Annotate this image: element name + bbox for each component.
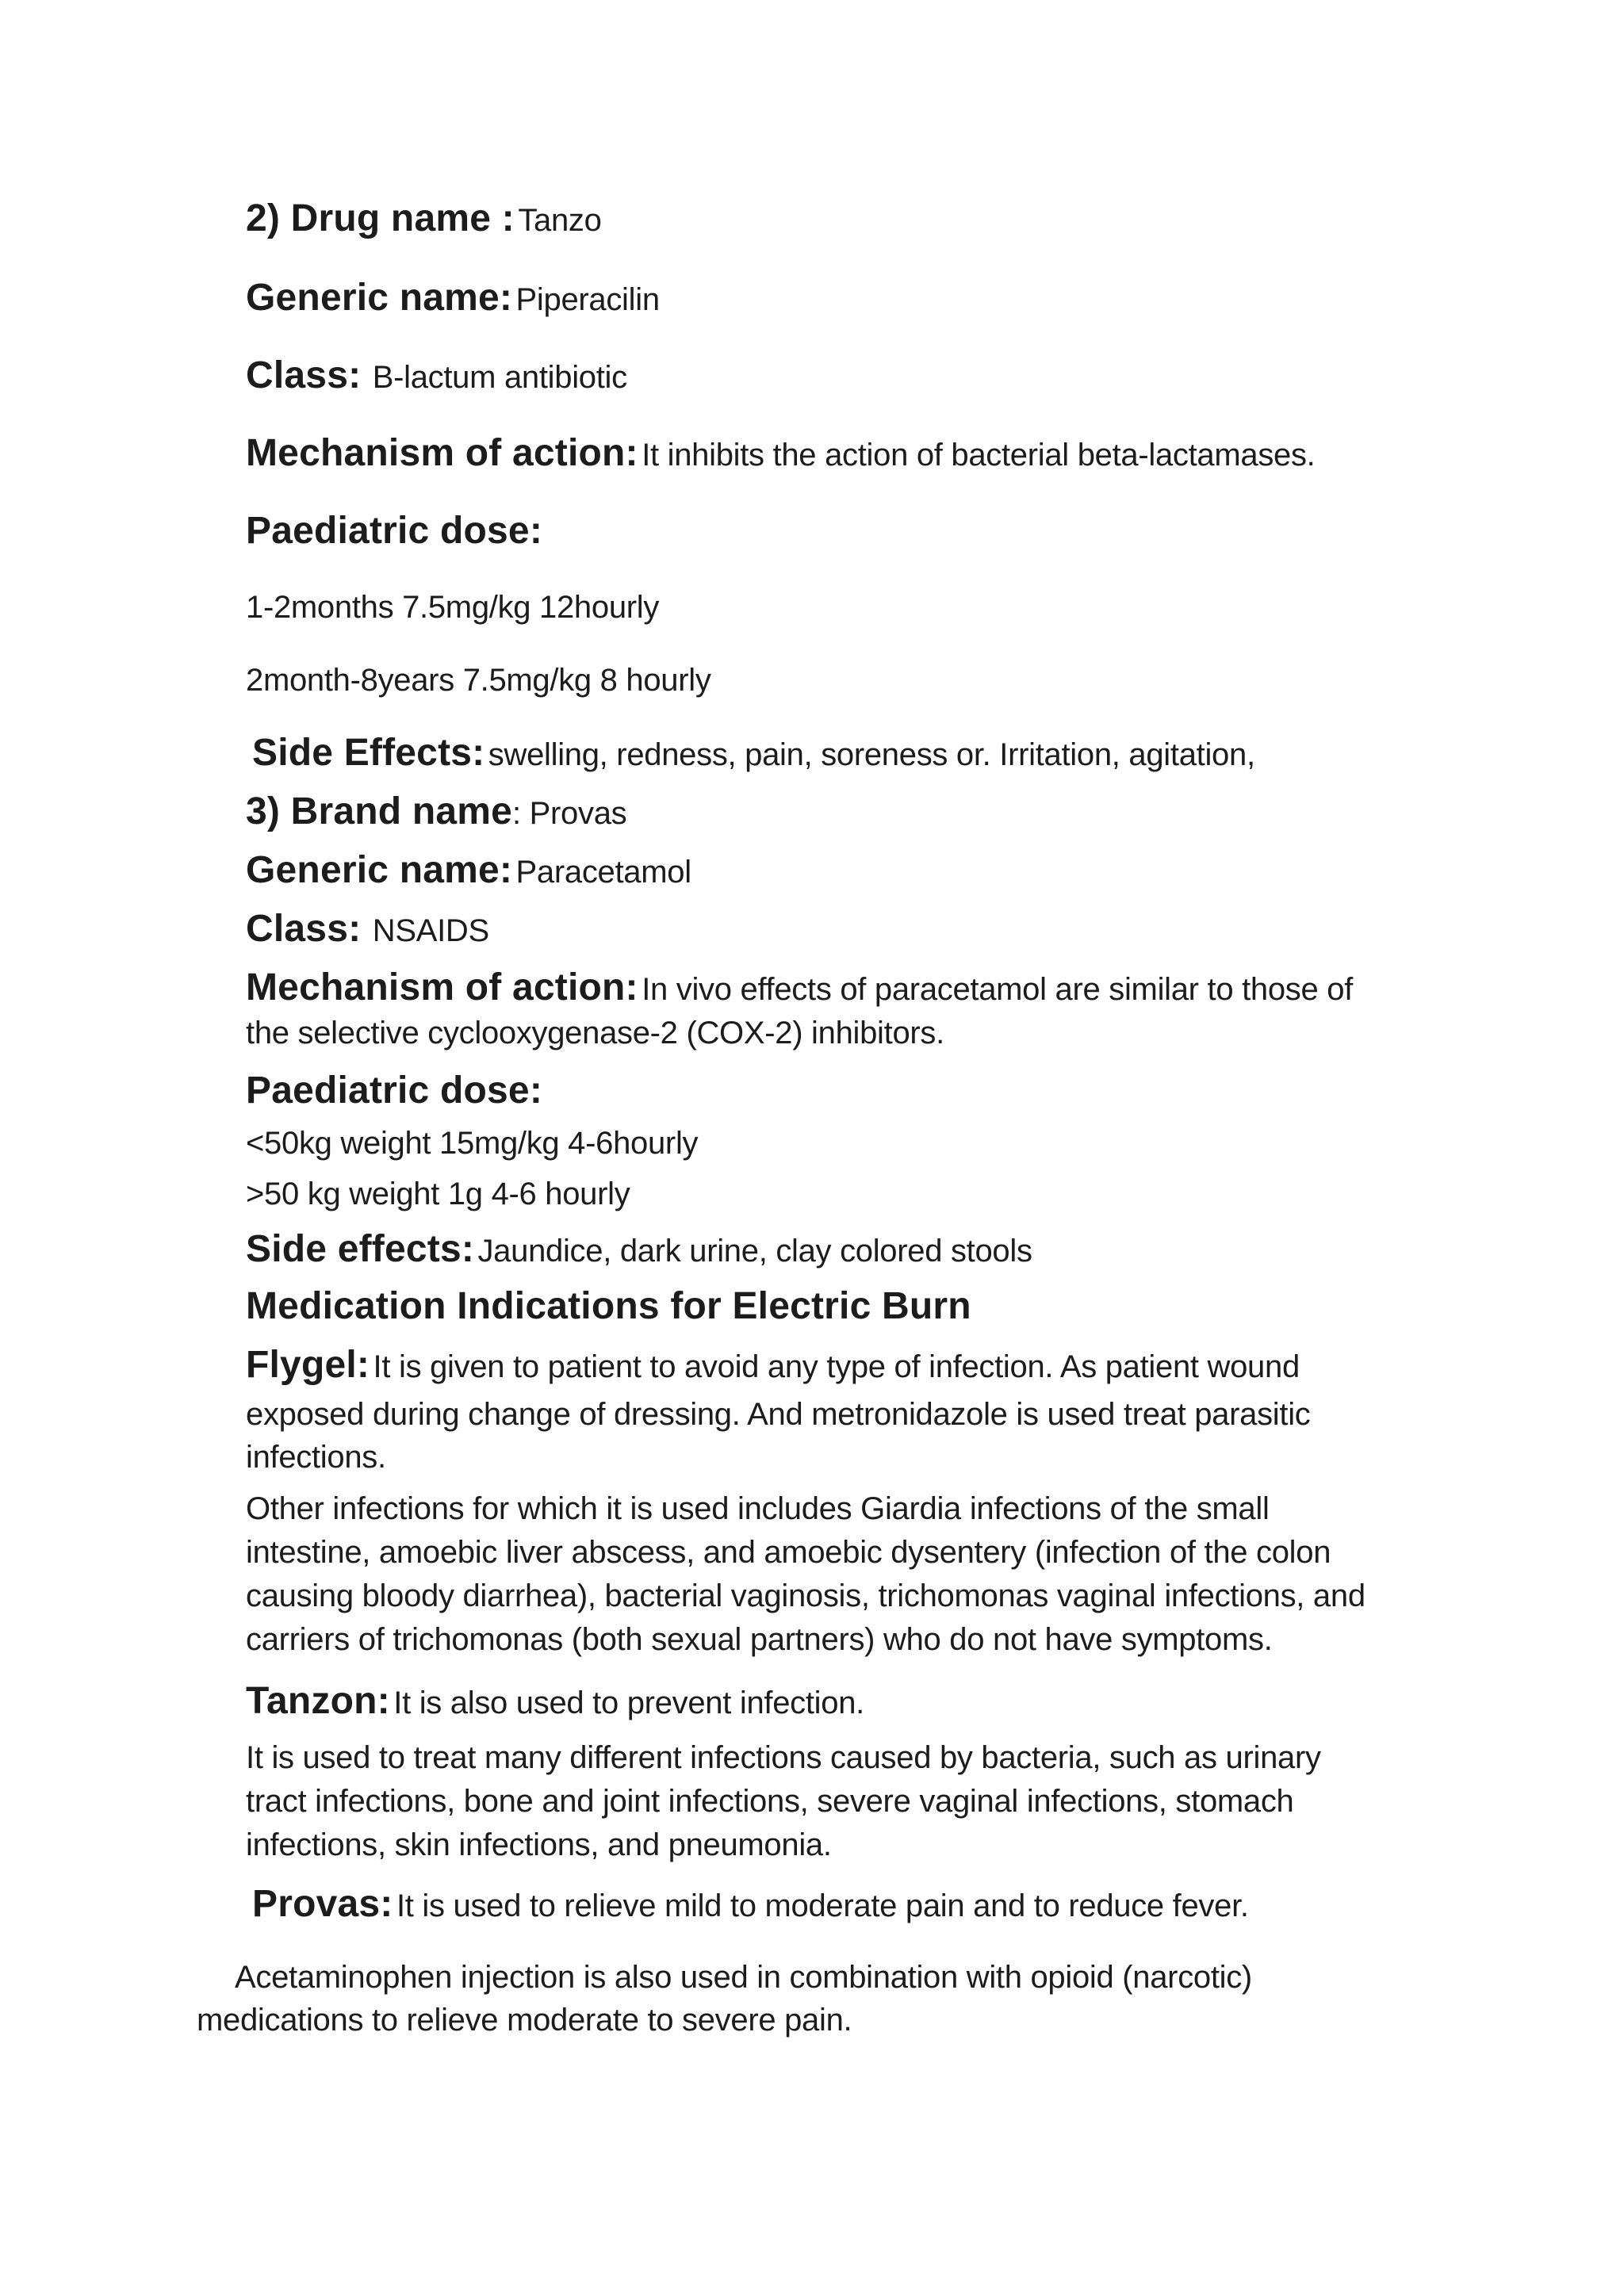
brand-name-value: : Provas	[512, 796, 627, 831]
class-label: Class:	[246, 908, 362, 950]
indications-heading: Medication Indications for Electric Burn	[246, 1285, 971, 1327]
dose-line: 1-2months 7.5mg/kg 12hourly	[246, 590, 660, 625]
class-row	[246, 910, 489, 948]
generic-name-value: Piperacilin	[515, 282, 660, 317]
tanzon-label: Tanzon:	[246, 1680, 390, 1722]
moa-label: Mechanism of action:	[246, 432, 638, 474]
class-label: Class:	[246, 354, 362, 396]
paediatric-dose-row	[246, 1072, 542, 1110]
moa-row	[246, 434, 1316, 473]
other-infections-paragraph	[246, 1487, 1483, 1662]
moa-value: It inhibits the action of bacterial beta-lactamases.	[642, 438, 1316, 473]
paragraph-line: tract infections, bone and joint infections, severe vaginal infections, stomach	[246, 1784, 1294, 1819]
side-effects-value: Jaundice, dark urine, clay colored stools	[477, 1234, 1032, 1269]
provas-row	[252, 1885, 1249, 1923]
paragraph-line: causing bloody diarrhea), bacterial vaginosis, trichomonas vaginal infections, and	[246, 1578, 1365, 1613]
generic-name-row	[246, 279, 660, 317]
dose-line: <50kg weight 15mg/kg 4-6hourly	[246, 1126, 699, 1161]
acetaminophen-line: medications to relieve moderate to severe pain.	[197, 2003, 852, 2038]
paediatric-dose-label: Paediatric dose:	[246, 510, 543, 552]
side-effects-row	[246, 1230, 1032, 1269]
section-heading	[246, 1285, 971, 1327]
class-value: B-lactum antibiotic	[372, 360, 627, 395]
acetaminophen-line: Acetaminophen injection is also used in combination with opioid (narcotic)	[235, 1960, 1252, 1995]
generic-name-label: Generic name:	[246, 277, 513, 319]
provas-label: Provas:	[252, 1883, 393, 1925]
paragraph-line: Other infections for which it is used includes Giardia infections of the small	[246, 1491, 1270, 1526]
provas-value: It is used to relieve mild to moderate pain and to reduce fever.	[396, 1888, 1249, 1923]
side-effects-row	[252, 734, 1255, 772]
side-effects-label: Side effects:	[246, 1228, 475, 1270]
paediatric-dose-row	[246, 512, 542, 550]
paragraph-line: intestine, amoebic liver abscess, and amoebic dysentery (infection of the colon	[246, 1535, 1331, 1570]
drug-name-row	[246, 197, 602, 239]
drug-name-value: Tanzo	[518, 203, 602, 238]
moa-value: In vivo effects of paracetamol are similar to those of	[642, 972, 1354, 1007]
moa-row	[246, 966, 1354, 1008]
brand-name-label: 3) Brand name	[246, 790, 513, 832]
flygel-label: Flygel:	[246, 1344, 370, 1386]
moa-continuation: the selective cyclooxygenase-2 (COX-2) inhibitors.	[246, 1016, 944, 1050]
tanzon-paragraph	[246, 1736, 1483, 1867]
tanzon-row	[246, 1682, 864, 1720]
flygel-value: It is given to patient to avoid any type of infection. As patient wound	[373, 1349, 1300, 1384]
flygel-continuation: exposed during change of dressing. And metronidazole is used treat parasitic	[246, 1397, 1311, 1432]
side-effects-label: Side Effects:	[252, 732, 485, 774]
generic-name-value: Paracetamol	[515, 855, 691, 890]
generic-name-row	[246, 851, 691, 890]
flygel-continuation: infections.	[246, 1440, 386, 1475]
dose-line: 2month-8years 7.5mg/kg 8 hourly	[246, 663, 711, 698]
paediatric-dose-label: Paediatric dose:	[246, 1070, 543, 1112]
dose-line: >50 kg weight 1g 4-6 hourly	[246, 1177, 630, 1211]
generic-name-label: Generic name:	[246, 849, 513, 891]
tanzon-value: It is also used to prevent infection.	[393, 1686, 864, 1720]
drug-name-label: 2) Drug name :	[246, 197, 515, 239]
brand-name-row	[246, 790, 627, 832]
class-value: NSAIDS	[372, 913, 489, 948]
paragraph-line: infections, skin infections, and pneumonia.	[246, 1827, 832, 1862]
paragraph-line: carriers of trichomonas (both sexual partners) who do not have symptoms.	[246, 1622, 1273, 1657]
paragraph-line: It is used to treat many different infections caused by bacteria, such as urinary	[246, 1740, 1321, 1775]
side-effects-value: swelling, redness, pain, soreness or. Irritation, agitation,	[488, 737, 1255, 772]
moa-label: Mechanism of action:	[246, 966, 638, 1008]
class-row	[246, 354, 627, 396]
flygel-row	[246, 1346, 1300, 1384]
